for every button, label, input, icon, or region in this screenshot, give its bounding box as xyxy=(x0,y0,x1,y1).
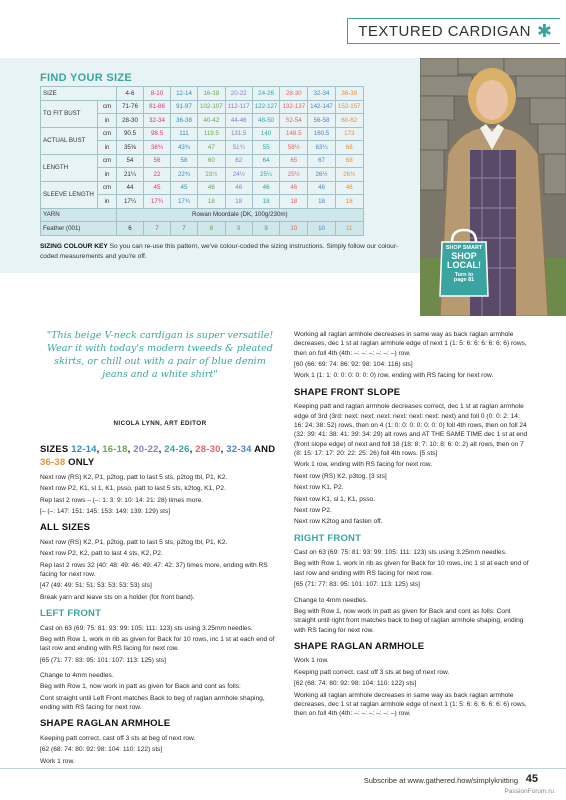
measure-cell: 17¾ xyxy=(171,195,198,209)
measure-cell: 44-46 xyxy=(225,114,252,128)
badge-line4: Turn to xyxy=(454,271,474,278)
unit-cell: cm xyxy=(98,181,117,195)
instruction: Change to 4mm needles. xyxy=(40,671,114,679)
feather-cell: 9 xyxy=(252,222,280,236)
size-cell: 16-18 xyxy=(198,87,226,101)
instruction: Next row (RS) K2, P1, p2tog, patt to last 5 sts, p2tog tbl, P1, K2. xyxy=(40,538,228,546)
measure-cell: 51¾ xyxy=(225,141,252,155)
instruction: Next row (RS) K2, P1, p2tog, patt to last 5 sts, p2tog tbl, P1, K2. xyxy=(40,473,228,481)
measure-row xyxy=(41,181,364,195)
asterisk-flower-icon: ✱ xyxy=(536,21,552,41)
front-slope-heading: SHAPE FRONT SLOPE xyxy=(294,386,401,398)
measure-cell: 28-30 xyxy=(117,114,144,128)
measure-cell: 43¾ xyxy=(171,141,198,155)
instruction: Work 1 (1: 1: 0: 0: 0: 0: 0: 0) row, ending with RS facing for next row. xyxy=(294,372,494,380)
raglan-heading: SHAPE RAGLAN ARMHOLE xyxy=(40,718,171,730)
feather-cell: 10 xyxy=(308,222,336,236)
sizing-colour-key xyxy=(40,242,415,261)
measure-cell: 140 xyxy=(252,127,280,141)
badge-line5: page 81 xyxy=(453,277,475,284)
measure-cell: 25¼ xyxy=(252,168,280,182)
size-cell: 32-34 xyxy=(308,87,336,101)
sizes-heading: SIZES 12-14, 16-18, 20-22, 24-26, 28-30, 32-34 AND 36-38 ONLY xyxy=(40,444,276,469)
measure-cell: 65 xyxy=(280,154,308,168)
size-token: 36-38 xyxy=(40,457,66,469)
pull-quote: "This beige V-neck cardigan is super versatile! Wear it with today's modern tweeds & pleated skirts, or chill out with a pair of blue denim jeans and a white shirt" xyxy=(46,330,274,380)
badge-line1: SHOP SMART xyxy=(445,245,483,251)
measure-cell: 32-34 xyxy=(144,114,171,128)
instruction: Beg with Row 1, work in rib as given for Back for 10 rows, inc 1 st at each end of last row and ending with RS facing for next row. xyxy=(40,635,275,653)
instruction: Keeping patt correct, cast off 3 sts at beg of next row. xyxy=(294,668,450,676)
yarn-row xyxy=(41,208,364,222)
size-cell: 36-38 xyxy=(335,87,363,101)
size-table xyxy=(40,86,364,236)
key-title: SIZING COLOUR KEY xyxy=(40,243,108,250)
unit-cell: cm xyxy=(98,154,117,168)
size-cell: 12-14 xyxy=(171,87,198,101)
instruction: Next row K1, sl 1, K1, psso. xyxy=(294,495,375,503)
measure-row xyxy=(41,154,364,168)
measure-cell: 67 xyxy=(308,154,336,168)
measure-cell: 60 xyxy=(198,154,226,168)
measure-cell: 64 xyxy=(252,154,280,168)
measure-cell: 152-157 xyxy=(335,100,363,114)
measure-cell: 63¼ xyxy=(308,141,336,155)
instruction: Work 1 row. xyxy=(294,657,329,665)
feather-cell: 8 xyxy=(198,222,226,236)
measure-row xyxy=(41,100,364,114)
instruction: Working all raglan armhole decreases in same way as back raglan armhole decreases, dec 1 st at raglan armhole edge of next 1 (1: 5: 6: 6: 6: 6: 6: 6) rows, then on foll 4th (4th: –: –: –: –: –: –) row. xyxy=(294,331,527,357)
stitch-count: [62 (68: 74: 80: 92: 98: 104: 110: 122) sts] xyxy=(40,746,163,754)
measure-cell: 160.5 xyxy=(308,127,336,141)
badge-line3: LOCAL! xyxy=(447,260,481,271)
raglan-heading-right: SHAPE RAGLAN ARMHOLE xyxy=(294,640,425,652)
measure-cell: 90.5 xyxy=(117,127,144,141)
measure-label: ACTUAL BUST xyxy=(41,127,98,154)
instruction: Rep last 2 rows 32 (40: 48: 49: 46: 49: 47: 42: 37) times more, ending with RS facing for next row. xyxy=(40,561,268,578)
shop-local-badge[interactable] xyxy=(436,226,492,298)
instruction: Next row P2, K2, patt to last 4 sts, K2, P2. xyxy=(40,550,163,558)
measure-cell: 54 xyxy=(117,154,144,168)
feather-cell: 7 xyxy=(144,222,171,236)
feather-cell: 6 xyxy=(117,222,144,236)
all-sizes-heading: ALL SIZES xyxy=(40,522,91,534)
measure-label: SLEEVE LENGTH xyxy=(41,181,98,208)
stitch-count: [62 (68: 74: 80: 92: 98: 104: 110: 122) sts] xyxy=(294,680,417,688)
instruction: Keeping patt and raglan armhole decreases correct, dec 1 st at raglan armhole edge of 3rd (3rd: next: next: next: next: next: next: next) and foll 0 (0: 0: 2: 14: 16: 24: 38: 52) rows, then on 4 (1: 0: 0: 0: 0: 0: 0: 0) foll 4th rows, then on foll 24 (32: 39: 41: 38: 41: 39: 34: 29) alt rows and AT THE SAME TIME dec 1 st at end (front slope edge) of next and foll 18 (18: 8: 7: 10: 8: 6: 0: 2) alt rows, then on 7 (8: 15: 17: 17: 20: 22: 25: 26) foll 4th rows. [5 sts] xyxy=(294,403,528,458)
measure-cell: 26½ xyxy=(308,168,336,182)
measure-row xyxy=(41,127,364,141)
measure-cell: 25½ xyxy=(280,168,308,182)
measure-cell: 18 xyxy=(308,195,336,209)
size-cell: 8-10 xyxy=(144,87,171,101)
measure-cell: 56-58 xyxy=(308,114,336,128)
instruction: Working all raglan armhole decreases in same way as back raglan armhole decreases, dec 1 st at raglan armhole edge of next 1 (1: 5: 6: 6: 6: 6: 6: 6) rows, then on foll 4th (4th: –: –: –: –: –: –) row. xyxy=(294,691,527,718)
section-header xyxy=(347,18,560,44)
measure-cell: 68 xyxy=(335,141,363,155)
feather-label: Feather (001) xyxy=(41,222,117,236)
instruction: Rep last 2 rows – (–: 1: 3: 9: 10: 14: 21: 28) times more. xyxy=(40,496,204,504)
measure-cell: 45 xyxy=(171,181,198,195)
measure-cell: 46 xyxy=(308,181,336,195)
instruction: Beg with Row 1, work in rib as given for Back for 10 rows, inc 1 st at each end of last row and ending with RS facing for next row. xyxy=(294,560,529,577)
measure-cell: 102-107 xyxy=(198,100,226,114)
measure-cell: 62 xyxy=(225,154,252,168)
right-front-heading: RIGHT FRONT xyxy=(294,532,362,544)
instruction: Cast on 63 (69: 75: 81: 93: 99: 105: 111: 123) sts using 3.25mm needles. xyxy=(40,624,253,632)
find-your-size-heading: FIND YOUR SIZE xyxy=(40,72,133,84)
measure-cell: 24½ xyxy=(225,168,252,182)
measure-cell: 21¼ xyxy=(117,168,144,182)
size-token: 16-18 xyxy=(102,444,128,455)
measure-cell: 119.5 xyxy=(198,127,226,141)
footer-divider xyxy=(0,768,566,769)
size-token: 12-14 xyxy=(71,444,97,455)
instruction: Work 1 row. xyxy=(40,757,75,765)
measure-cell: 46 xyxy=(335,181,363,195)
measure-label: LENGTH xyxy=(41,154,98,181)
measure-cell: 91-97 xyxy=(171,100,198,114)
instruction: Next row P2, K1, sl 1, K1, psso, patt to last 5 sts, k2tog, K1, P2. xyxy=(40,485,226,493)
size-token: 32-34 xyxy=(226,444,252,455)
measure-cell: 46 xyxy=(198,181,226,195)
instruction: Change to 4mm needles. xyxy=(294,596,368,604)
measure-cell: 22 xyxy=(144,168,171,182)
stitch-count: [47 (49: 49: 51: 51: 53: 53: 53: 53) sts] xyxy=(40,582,152,590)
measure-cell: 23½ xyxy=(198,168,226,182)
size-cell: 24-26 xyxy=(252,87,280,101)
measure-label: TO FIT BUST xyxy=(41,100,98,127)
measure-cell: 55 xyxy=(252,141,280,155)
measure-cell: 18 xyxy=(280,195,308,209)
measure-cell: 22¾ xyxy=(171,168,198,182)
page-number: 45 xyxy=(525,773,538,785)
measure-cell: 142-147 xyxy=(308,100,336,114)
stitch-count: [– (–: 147: 151: 145: 153: 149: 139: 129) sts] xyxy=(40,508,171,516)
left-front-heading: LEFT FRONT xyxy=(40,608,102,620)
unit-cell: in xyxy=(98,168,117,182)
stitch-count: [65 (71: 77: 83: 95: 101: 107: 113: 125) sts] xyxy=(40,656,166,664)
measure-cell: 46 xyxy=(280,181,308,195)
instruction: Next row (RS) K2, p3tog. [3 sts] xyxy=(294,472,387,480)
instruction: Beg with Row 1, now work in patt as given for Back and cont as folls: Cont straight until right front matches back to beg of raglan armhole shaping, ending with RS facing for next row. xyxy=(294,607,524,634)
measure-cell: 48-50 xyxy=(252,114,280,128)
measure-cell: 131.5 xyxy=(225,127,252,141)
measure-cell: 47 xyxy=(198,141,226,155)
instruction: Work 1 row, ending with RS facing for next row. xyxy=(294,461,433,469)
quote-attribution: NICOLA LYNN, ART EDITOR xyxy=(113,420,207,427)
measure-cell: 132-137 xyxy=(280,100,308,114)
measure-cell: 18 xyxy=(225,195,252,209)
unit-cell: cm xyxy=(98,100,117,114)
size-cell: 4-6 xyxy=(117,87,144,101)
measure-cell: 17¾ xyxy=(144,195,171,209)
size-token: 24-26 xyxy=(164,444,190,455)
measure-cell: 52-54 xyxy=(280,114,308,128)
measure-cell: 38¾ xyxy=(144,141,171,155)
measure-cell: 40-42 xyxy=(198,114,226,128)
section-title: TEXTURED CARDIGAN xyxy=(358,22,531,40)
measure-cell: 68 xyxy=(335,154,363,168)
measure-cell: 112-117 xyxy=(225,100,252,114)
pattern-right-column xyxy=(294,330,530,721)
measure-cell: 122-127 xyxy=(252,100,280,114)
yarn-value: Rowan Moordale (DK, 100g/230m) xyxy=(117,208,364,222)
yarn-label: YARN xyxy=(41,208,117,222)
size-token: 20-22 xyxy=(133,444,159,455)
measure-cell: 71-76 xyxy=(117,100,144,114)
size-token: 28-30 xyxy=(195,444,221,455)
measure-cell: 46 xyxy=(225,181,252,195)
instruction: Cont straight until Left Front matches Back to beg of raglan armhole shaping, ending with RS facing for next row. xyxy=(40,694,265,712)
measure-cell: 111 xyxy=(171,127,198,141)
key-text: So you can re-use this pattern, we've colour-coded the sizing instructions. Simply follow our colour-coded measurements and you're off. xyxy=(40,243,399,260)
measure-cell: 58 xyxy=(171,154,198,168)
watermark: PassionForum.ru xyxy=(504,788,554,795)
measure-cell: 44 xyxy=(117,181,144,195)
feather-cell: 7 xyxy=(171,222,198,236)
measure-cell: 148.5 xyxy=(280,127,308,141)
subscribe-link[interactable]: Subscribe at www.gathered.how/simplyknitting xyxy=(363,776,518,785)
feather-row xyxy=(41,222,364,236)
measure-cell: 18 xyxy=(335,195,363,209)
size-label-cell: SIZE xyxy=(41,87,117,101)
measure-cell: 36-38 xyxy=(171,114,198,128)
feather-cell: 11 xyxy=(335,222,363,236)
feather-cell: 10 xyxy=(280,222,308,236)
instruction: Next row P2. xyxy=(294,506,332,514)
measure-cell: 46 xyxy=(252,181,280,195)
measure-cell: 26¾ xyxy=(335,168,363,182)
instruction: Break yarn and leave sts on a holder (for front band). xyxy=(40,593,195,601)
unit-cell: cm xyxy=(98,127,117,141)
size-cell: 28-30 xyxy=(280,87,308,101)
size-header-row xyxy=(41,87,364,101)
instruction: Next row K2tog and fasten off. xyxy=(294,518,383,526)
feather-cell: 9 xyxy=(225,222,252,236)
measure-cell: 81-86 xyxy=(144,100,171,114)
measure-cell: 45 xyxy=(144,181,171,195)
unit-cell: in xyxy=(98,141,117,155)
stitch-count: [60 (66: 69: 74: 86: 92: 98: 104: 116) sts] xyxy=(294,361,413,369)
measure-cell: 173 xyxy=(335,127,363,141)
measure-cell: 98.5 xyxy=(144,127,171,141)
unit-cell: in xyxy=(98,114,117,128)
measure-cell: 18 xyxy=(252,195,280,209)
instruction: Next row K1, P2. xyxy=(294,484,344,492)
stitch-count: [65 (71: 77: 83: 95: 101: 107: 113: 125) sts] xyxy=(294,581,420,589)
size-cell: 20-22 xyxy=(225,87,252,101)
badge-line2: SHOP xyxy=(451,250,477,261)
measure-cell: 60-62 xyxy=(335,114,363,128)
measure-cell: 58½ xyxy=(280,141,308,155)
instruction: Beg with Row 1, now work in patt as given for Back and cont as folls: xyxy=(40,683,241,691)
measure-cell: 18 xyxy=(198,195,226,209)
measure-cell: 35⅝ xyxy=(117,141,144,155)
instruction: Cast on 63 (69: 75: 81: 93: 99: 105: 111: 123) sts using 3.25mm needles. xyxy=(294,549,507,557)
unit-cell: in xyxy=(98,195,117,209)
measure-cell: 17¼ xyxy=(117,195,144,209)
measure-cell: 56 xyxy=(144,154,171,168)
instruction: Keeping patt correct, cast off 3 sts at beg of next row. xyxy=(40,734,196,742)
pattern-left-column xyxy=(40,438,280,768)
